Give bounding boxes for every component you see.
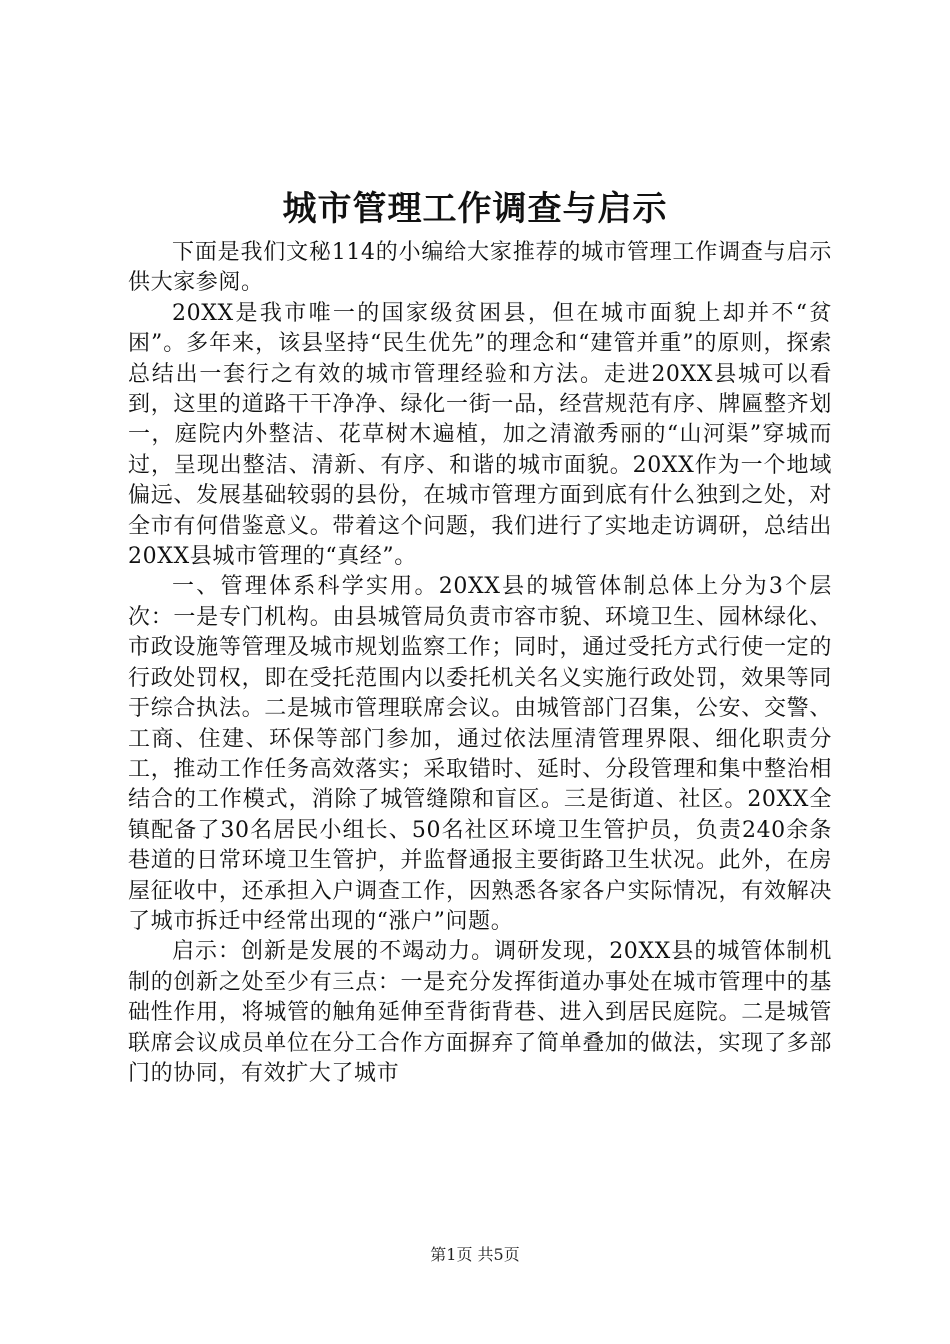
page-number-footer: 第1页 共5页 [430, 1245, 520, 1264]
paragraph-overview: 20XX是我市唯一的国家级贫困县，但在城市面貌上却并不“贫困”。多年来，该县坚持“民生优先”的理念和“建管并重”的原则，探索总结出一套行之有效的城市管理经验和方法。走进20XX县城可以看到，这里的道路干干净净、绿化一街一品，经营规范有序、牌匾整齐划一，庭院内外整洁、花草树木遍植，加之清澈秀丽的“山河渠”穿城而过，呈现出整洁、清新、有序、和谐的城市面貌。20XX作为一个地域偏远、发展基础较弱的县份，在城市管理方面到底有什么独到之处，对全市有何借鉴意义。带着这个问题，我们进行了实地走访调研，总结出20XX县城市管理的“真经”。 [128, 300, 832, 570]
paragraph-insight: 启示：创新是发展的不竭动力。调研发现，20XX县的城管体制机制的创新之处至少有三点：一是充分发挥街道办事处在城市管理中的基础性作用，将城管的触角延伸至背街背巷、进入到居民庭院。二是城管联席会议成员单位在分工合作方面摒弃了简单叠加的做法，实现了多部门的协同，有效扩大了城市 [128, 939, 832, 1086]
document-title: 城市管理工作调查与启示 [282, 189, 668, 229]
document-body [128, 238, 832, 1089]
paragraph-intro: 下面是我们文秘114的小编给大家推荐的城市管理工作调查与启示供大家参阅。 [128, 240, 832, 296]
paragraph-management-system: 一、管理体系科学实用。20XX县的城管体制总体上分为3个层次：一是专门机构。由县城管局负责市容市貌、环境卫生、园林绿化、市政设施等管理及城市规划监察工作；同时，通过受托方式行使一定的行政处罚权，即在受托范围内以委托机关名义实施行政处罚，效果等同于综合执法。二是城市管理联席会议。由城管部门召集，公安、交警、工商、住建、环保等部门参加，通过依法厘清管理界限、细化职责分工，推动工作任务高效落实；采取错时、延时、分段管理和集中整治相结合的工作模式，消除了城管缝隙和盲区。三是街道、社区。20XX全镇配备了30名居民小组长、50名社区环境卫生管护员，负责240余条巷道的日常环境卫生管护，并监督通报主要街路卫生状况。此外，在房屋征收中，还承担入户调查工作，因熟悉各家各户实际情况，有效解决了城市拆迁中经常出现的“涨户”问题。 [128, 574, 832, 934]
